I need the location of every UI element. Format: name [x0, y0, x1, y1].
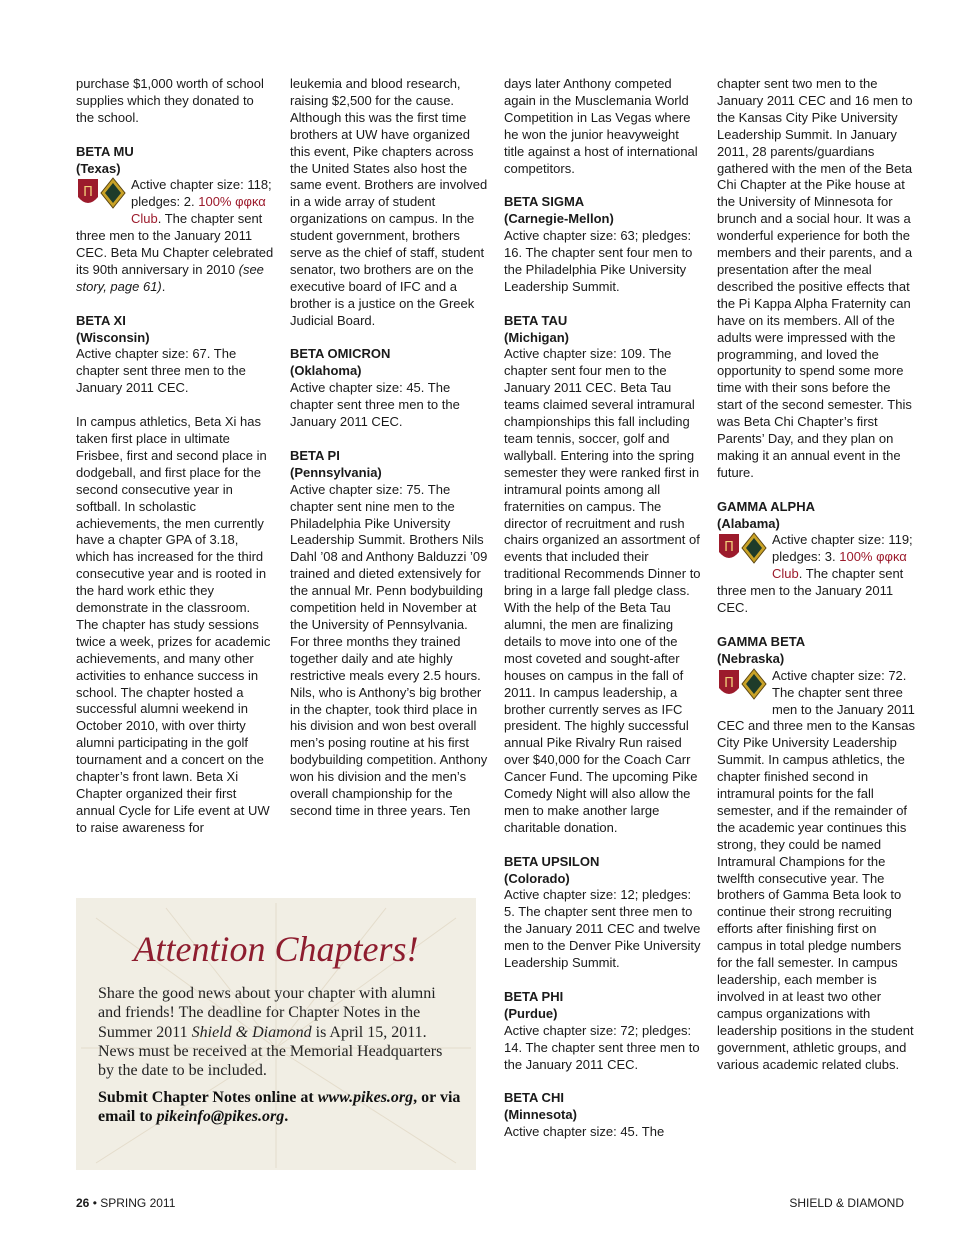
beta-upsilon-state: (Colorado)	[504, 870, 570, 886]
page-number: 26	[76, 1196, 90, 1210]
beta-xi-heading: BETA XI	[76, 312, 126, 328]
beta-upsilon-heading: BETA UPSILON	[504, 853, 600, 869]
col1-intro: purchase $1,000 worth of school supplies which they donated to the school.	[76, 76, 264, 125]
beta-pi-heading: BETA PI	[290, 447, 340, 463]
pike-shield-icon	[76, 177, 100, 209]
callout-submit	[98, 1088, 468, 1127]
gamma-beta-text: Active chapter size: 72. The chapter sent three men to the January 2011 CEC and three men to the Kansas City Pike University Leadership Summit. In campus athletics, the chapter finished second in intramural points for the fall semester, and if the remainder of the academic year continues this strong, they could be named Intramural Champions for the twelfth consecutive year. The brothers of Gamma Beta look to continue their strong recruiting efforts after finishing first on campus in total pledge numbers for the fall semester. In campus leadership, each member is involved in at least two other campus organizations with leadership positions in the student government, athletic groups, and various academic related clubs.	[717, 667, 916, 1072]
beta-phi-state: (Purdue)	[504, 1005, 558, 1021]
beta-pi-body: Active chapter size: 75. The chapter sent nine men to the Philadelphia Pike University Leadership Summit. Brothers Nils Dahl ’08 and Anthony Balduzzi ’09 trained and dieted extensively for the annual Mr. Penn bodybuilding competition held in November at the University of Pennsylvania. For three months they trained together daily and ate highly restrictive meals every 2.5 hours. Nils, who is Anthony’s big brother in the chapter, took third place in his division and won best overall men’s posing routine at his first bodybuilding competition. Anthony won his division and the men’s overall championship for the second time in three years. Ten	[290, 481, 488, 818]
beta-chi-state: (Minnesota)	[504, 1107, 577, 1123]
beta-mu-text: . The chapter sent three men to the January 2011 CEC. Beta Mu Chapter celebrated its 90th anniversary in 2010	[76, 211, 274, 277]
beta-sigma-state: (Carnegie-Mellon)	[504, 211, 614, 227]
submit-text-2: , or via email to	[98, 1089, 461, 1126]
pike-diamond-icon	[741, 668, 767, 700]
callout-title: Attention Chapters!	[133, 929, 419, 969]
chapter-badges	[717, 668, 769, 704]
col2-intro: leukemia and blood research, raising $2,500 for the cause. Although this was the first time brothers at UW have organized this event, Pike chapters across the United States also host the same event. Brothers are involved in a wide array of student organizations on campus. In the student government, brothers serve as the chief of staff, student senator, two brothers are on the executive board of IFC and a brother is a justice on the Greek Judicial Board.	[290, 76, 488, 328]
gamma-beta-body	[717, 668, 915, 1074]
gamma-alpha-stats: Active chapter size: 119; pledges: 3.	[772, 532, 913, 565]
gamma-alpha-state: (Alabama)	[717, 515, 780, 531]
beta-sigma-body: Active chapter size: 63; pledges: 16. The chapter sent four men to the Philadelphia Pike University Leadership Summit.	[504, 228, 693, 294]
beta-omicron-state: (Oklahoma)	[290, 363, 362, 379]
beta-xi-state: (Wisconsin)	[76, 329, 150, 345]
chapter-badges	[76, 177, 128, 213]
gamma-alpha-heading: GAMMA ALPHA	[717, 498, 815, 514]
beta-mu-club: 100% φφκα Club	[131, 194, 266, 227]
website-link[interactable]: www.pikes.org	[317, 1089, 414, 1106]
beta-xi-body-1: Active chapter size: 67. The chapter sent three men to the January 2011 CEC.	[76, 346, 246, 396]
beta-mu-state: (Texas)	[76, 160, 121, 176]
gamma-alpha-club: 100% φφκα Club	[772, 549, 907, 582]
beta-pi-state: (Pennsylvania)	[290, 464, 382, 480]
beta-tau-heading: BETA TAU	[504, 312, 568, 328]
svg-text:Π: Π	[83, 185, 93, 201]
column-1	[76, 76, 274, 837]
chapter-badges	[717, 532, 769, 568]
beta-mu-stats: Active chapter size: 118; pledges: 2.	[131, 177, 272, 210]
footer-folio	[76, 1196, 175, 1210]
beta-mu-end: .	[161, 278, 166, 294]
svg-text:Π: Π	[724, 540, 734, 556]
beta-omicron-body: Active chapter size: 45. The chapter sent three men to the January 2011 CEC.	[290, 380, 460, 430]
column-2	[290, 76, 488, 820]
attention-chapters-callout	[76, 898, 476, 1170]
beta-tau-state: (Michigan)	[504, 329, 569, 345]
beta-sigma-heading: BETA SIGMA	[504, 194, 585, 210]
beta-chi-heading: BETA CHI	[504, 1090, 564, 1106]
beta-mu-body	[76, 177, 274, 295]
email-link[interactable]: pikeinfo@pikes.org	[156, 1108, 285, 1126]
beta-xi-body-2: In campus athletics, Beta Xi has taken first place in ultimate Frisbee, first and second place in dodgeball, and first place for the second consecutive year in softball. In scholastic achievements, the men currently have a chapter GPA of 3.18, which has increased for the third consecutive year and is rooted in the hard work ethic they demonstrate in the classroom. The chapter has study sessions twice a week, prizes for academic achievements, and many other activities to enhance success in school. The chapter hosted a successful alumni weekend in October 2010, with over thirty alumni participating in the golf tournament and a concert on the chapter’s front lawn. Beta Xi Chapter organized their first annual Cycle for Life event at UW to raise awareness for	[76, 414, 271, 835]
beta-chi-body: Active chapter size: 45. The	[504, 1124, 665, 1140]
gamma-beta-state: (Nebraska)	[717, 650, 785, 666]
column-3	[504, 76, 702, 1141]
callout-body-text: Share the good news about your chapter with alumni and friends! The deadline for Chapter Notes in the Summer 2011	[98, 985, 436, 1041]
beta-mu-see-story: (see story, page 61)	[76, 261, 264, 294]
callout-body-text-2: is April 15, 2011. News must be received at the Memorial Headquarters by the date to be included.	[98, 1023, 443, 1080]
gamma-alpha-body	[717, 532, 915, 617]
pike-shield-icon	[717, 532, 741, 564]
beta-mu-heading: BETA MU	[76, 143, 134, 159]
pike-diamond-icon	[741, 532, 767, 564]
beta-omicron-heading: BETA OMICRON	[290, 346, 391, 362]
gamma-alpha-text: . The chapter sent three men to the January 2011 CEC.	[717, 566, 904, 616]
submit-end: .	[284, 1108, 289, 1126]
submit-text: Submit Chapter Notes online at	[98, 1089, 318, 1106]
pike-diamond-icon	[100, 177, 126, 209]
col3-intro: days later Anthony competed again in the Musclemania World Competition in Las Vegas where he won the junior heavyweight title against a host of international competitors.	[504, 76, 698, 176]
beta-phi-body: Active chapter size: 72; pledges: 14. The chapter sent three men to the January 2011 CEC.	[504, 1022, 700, 1072]
col4-intro: chapter sent two men to the January 2011 CEC and 16 men to the Kansas City Pike University Leadership Summit. In January 2011, 28 parents/guardians gathered with the men of the Beta Chi Chapter at the Pike house at the University of Minnesota for brunch and a social hour. It was a wonderful experience for both the members and their parents, and a presentation after the meal described the positive effects that the Pi Kappa Alpha Fraternity can have on its members. All of the adults were impressed with the programming, and loved the opportunity to spend some more time with their sons before the start of the second semester. This was Beta Chi Chapter’s first Parents’ Day, and they plan on making it an annual event in the future.	[717, 76, 913, 480]
pike-shield-icon	[717, 668, 741, 700]
column-4	[717, 76, 915, 1073]
beta-phi-heading: BETA PHI	[504, 988, 564, 1004]
callout-body	[98, 984, 462, 1080]
footer-magazine: SHIELD & DIAMOND	[789, 1196, 904, 1210]
beta-upsilon-body: Active chapter size: 12; pledges: 5. The chapter sent three men to the January 2011 CEC and twelve men to the Denver Pike University Leadership Summit.	[504, 887, 701, 971]
magazine-name: Shield & Diamond	[191, 1023, 312, 1041]
issue-label: SPRING 2011	[100, 1196, 176, 1210]
svg-text:Π: Π	[724, 675, 734, 691]
footer-separator: •	[89, 1196, 101, 1210]
beta-tau-body: Active chapter size: 109. The chapter sent four men to the January 2011 CEC. Beta Tau teams claimed several intramural championships this fall including team tennis, soccer, golf and wallyball. Entering into the spring semester they were ranked first in intramural points among all fraternities on campus. The director of recruitment and rush chairs organized an assortment of events that included their traditional Recommends Dinner to bring in a large fall pledge class. With the help of the Beta Tau alumni, the men are finalizing details to move into one of the most coveted and sought-after houses on campus in the fall of 2011. In campus leadership, a brother currently serves as IFC president. The highly successful annual Pike Rivalry Run raised over $40,000 for the Coach Carr Cancer Fund. The upcoming Pike Comedy Night will also allow the men to make another large charitable donation.	[504, 346, 701, 835]
gamma-beta-heading: GAMMA BETA	[717, 633, 806, 649]
